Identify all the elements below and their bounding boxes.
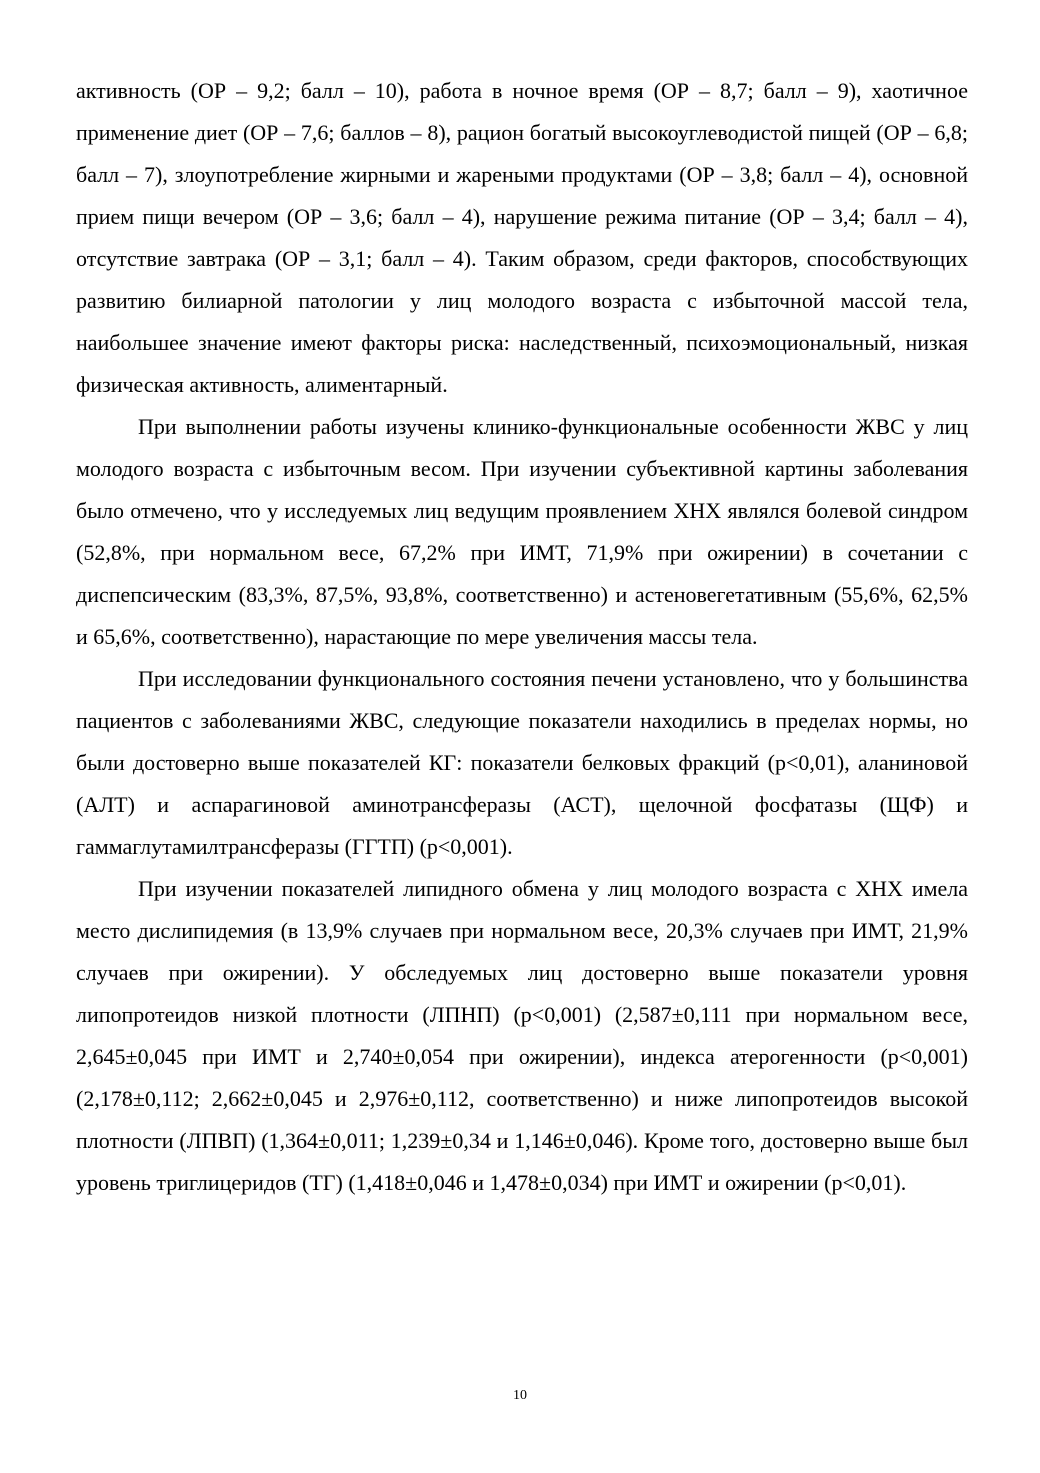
paragraph-risk-factors: активность (ОР – 9,2; балл – 10), работа в ночное время (ОР – 8,7; балл – 9), хаотичное применение диет (ОР – 7,6; баллов – 8), рацион богатый высокоуглеводистой пищей (ОР – 6,8; балл – 7), злоупотребление жирными и жареными продуктами (ОР – 3,8; балл – 4), основной прием пищи вечером (ОР – 3,6; балл – 4), нарушение режима питание (ОР – 3,4; балл – 4), отсутствие завтрака (ОР – 3,1; балл – 4). Таким образом, среди факторов, способствующих развитию билиарной патологии у лиц молодого возраста с избыточной массой тела, наибольшее значение имеют факторы риска: наследственный, психоэмоциональный, низкая физическая активность, алиментарный. — [76, 78, 968, 397]
page-number: 10 — [513, 1388, 527, 1403]
paragraph-clinical-features: При выполнении работы изучены клинико-функциональные особенности ЖВС у лиц молодого возраста с избыточным весом. При изучении субъективной картины заболевания было отмечено, что у исследуемых лиц ведущим проявлением ХНХ являлся болевой синдром (52,8%, при нормальном весе, 67,2% при ИМТ, 71,9% при ожирении) в сочетании с диспепсическим (83,3%, 87,5%, 93,8%, соответственно) и астеновегетативным (55,6%, 62,5% и 65,6%, соответственно), нарастающие по мере увеличения массы тела. — [76, 414, 968, 649]
paragraph-lipid-metabolism: При изучении показателей липидного обмена у лиц молодого возраста с ХНХ имела место дислипидемия (в 13,9% случаев при нормальном весе, 20,3% случаев при ИМТ, 21,9% случаев при ожирении). У обследуемых лиц достоверно выше показатели уровня липопротеидов низкой плотности (ЛПНП) (p<0,001) (2,587±0,111 при нормальном весе, 2,645±0,045 при ИМТ и 2,740±0,054 при ожирении), индекса атерогенности (p<0,001) (2,178±0,112; 2,662±0,045 и 2,976±0,112, соответственно) и ниже липопротеидов высокой плотности (ЛПВП) (1,364±0,011; 1,239±0,34 и 1,146±0,046). Кроме того, достоверно выше был уровень триглицеридов (ТГ) (1,418±0,046 и 1,478±0,034) при ИМТ и ожирении (p<0,01). — [76, 876, 968, 1195]
paragraph-liver-function: При исследовании функционального состояния печени установлено, что у большинства пациентов с заболеваниями ЖВС, следующие показатели находились в пределах нормы, но были достоверно выше показателей КГ: показатели белковых фракций (p<0,01), аланиновой (АЛТ) и аспарагиновой аминотрансферазы (АСТ), щелочной фосфатазы (ЩФ) и гаммаглутамилтрансферазы (ГГТП) (p<0,001). — [76, 666, 968, 859]
body-text — [76, 70, 968, 1204]
